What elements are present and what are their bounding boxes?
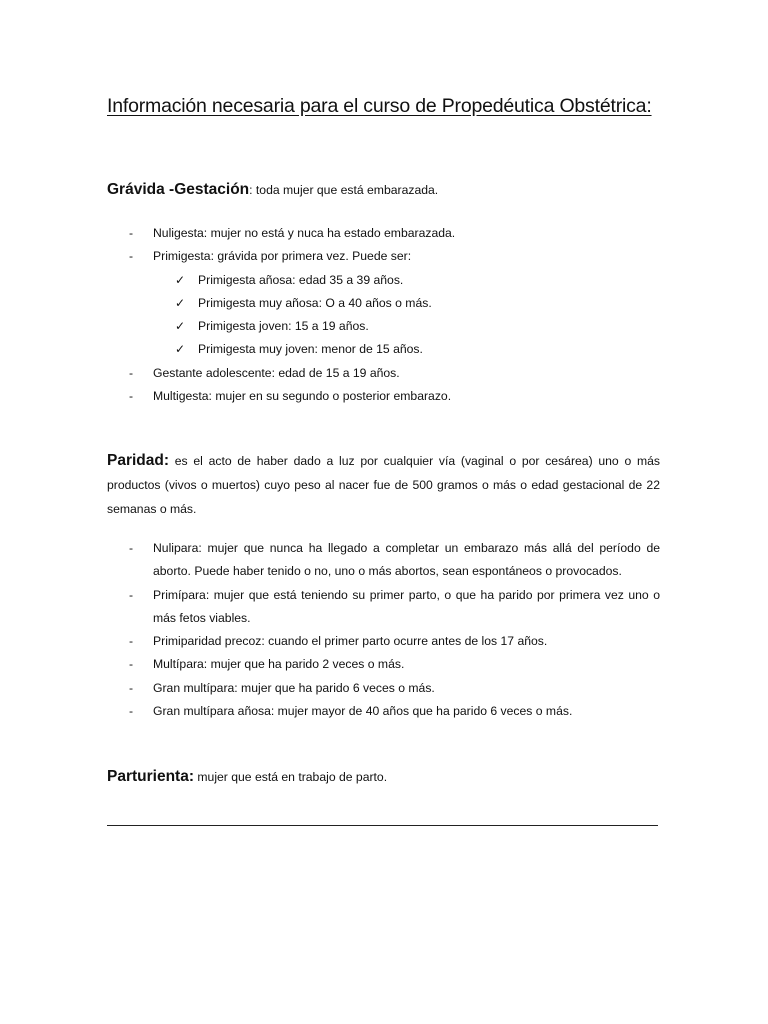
sublist-item	[107, 269, 660, 292]
paridad-list	[107, 537, 660, 723]
parturienta-term: Parturienta:	[107, 768, 194, 785]
page-title: Información necesaria para el curso de Propedéutica Obstétrica:	[107, 95, 652, 117]
gravida-list	[107, 222, 660, 269]
list-item: - Gran multípara añosa: mujer mayor de 40 años que ha parido 6 veces o más.	[107, 700, 660, 723]
gravida-term: Grávida -Gestación	[107, 181, 250, 198]
sublist-item	[107, 338, 660, 361]
list-item: - Nuligesta: mujer no está y nuca ha estado embarazada.	[107, 222, 660, 245]
sublist-item	[107, 315, 660, 338]
list-item: - Nulipara: mujer que nunca ha llegado a completar un embarazo más allá del período de aborto. Puede haber tenido o no, uno o más abortos, sean espontáneos o provocados.	[107, 537, 660, 584]
sublist-item-text: Primigesta joven: 15 a 19 años.	[198, 319, 369, 334]
checkmark-icon: ✓	[175, 342, 186, 357]
paridad-term: Paridad:	[107, 452, 170, 469]
checkmark-icon: ✓	[175, 295, 186, 310]
list-item: - Gran multípara: mujer que ha parido 6 veces o más.	[107, 677, 660, 700]
gravida-section	[107, 178, 660, 408]
paridad-definition-text: es el acto de haber dado a luz por cualquier vía (vaginal o por cesárea) uno o más productos (vivos o muertos) cuyo peso al nacer fue de 500 gramos o más o edad gestacional de 22 semanas o más.	[107, 454, 660, 516]
checkmark-icon: ✓	[175, 319, 186, 334]
gravida-list-continued	[107, 362, 660, 409]
gravida-definition	[107, 178, 660, 202]
list-item: - Primípara: mujer que está teniendo su primer parto, o que ha parido por primera vez uno o más fetos viables.	[107, 584, 660, 631]
list-item: - Primigesta: grávida por primera vez. Puede ser:	[107, 245, 660, 268]
horizontal-rule	[107, 825, 658, 826]
sublist-item-text: Primigesta muy joven: menor de 15 años.	[198, 342, 423, 357]
parturienta-definition-text: mujer que está en trabajo de parto.	[194, 770, 388, 784]
sublist-item-text: Primigesta muy añosa: O a 40 años o más.	[198, 295, 432, 310]
checkmark-icon: ✓	[175, 272, 186, 287]
list-item: - Primiparidad precoz: cuando el primer parto ocurre antes de los 17 años.	[107, 630, 660, 653]
primigesta-sublist	[107, 269, 660, 362]
list-item: - Gestante adolescente: edad de 15 a 19 años.	[107, 362, 660, 385]
parturienta-section	[107, 765, 660, 789]
sublist-item	[107, 292, 660, 315]
parturienta-definition	[107, 765, 660, 789]
paridad-section	[107, 449, 660, 723]
gravida-separator: :	[249, 183, 253, 197]
list-item: - Multigesta: mujer en su segundo o posterior embarazo.	[107, 385, 660, 408]
paridad-definition	[107, 449, 660, 521]
sublist-item-text: Primigesta añosa: edad 35 a 39 años.	[198, 272, 404, 287]
list-item: - Multípara: mujer que ha parido 2 veces o más.	[107, 653, 660, 676]
gravida-definition-text: toda mujer que está embarazada.	[252, 183, 439, 197]
